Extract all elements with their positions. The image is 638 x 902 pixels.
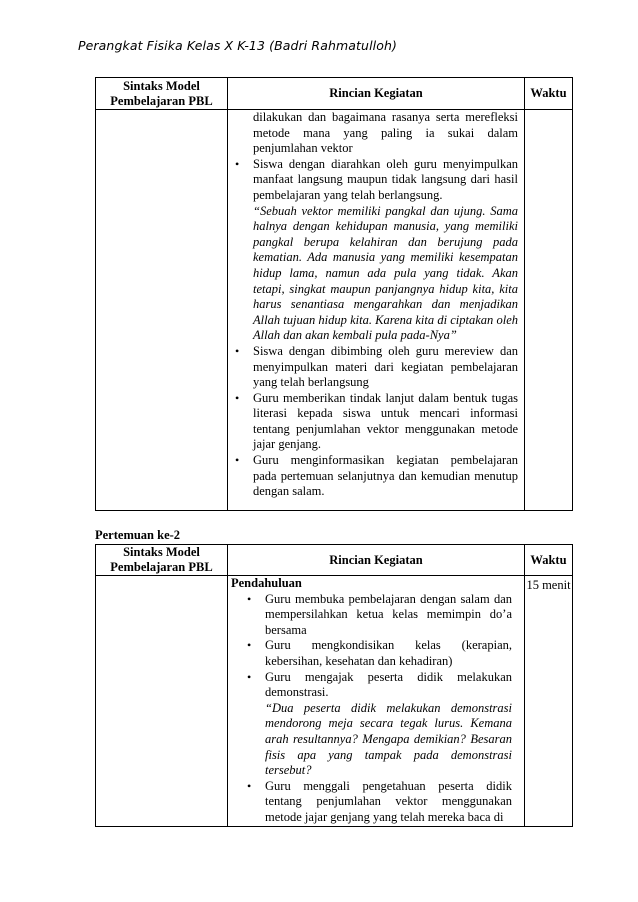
- sintaks-cell: [96, 576, 228, 827]
- activity-bullet: • Guru mengajak peserta didik melakukan demonstrasi.: [228, 670, 524, 701]
- col-header-sintaks: Sintaks Model Pembelajaran PBL: [96, 78, 228, 110]
- activity-bullet: • Guru memberikan tindak lanjut dalam bentuk tugas literasi kepada siswa untuk mencari informasi tentang penjumlahan vektor menggunakan metode jajar genjang.: [228, 391, 524, 453]
- activity-table-2: [95, 544, 573, 827]
- sintaks-cell: [96, 110, 228, 511]
- col-header-waktu: Waktu: [525, 78, 573, 110]
- col-header-rincian: Rincian Kegiatan: [228, 78, 525, 110]
- rincian-cell: [228, 110, 525, 511]
- activity-bullet: • Guru menginformasikan kegiatan pembelajaran pada pertemuan selanjutnya dan kemudian menutup dengan salam.: [228, 453, 524, 500]
- waktu-value: 15 menit: [525, 576, 573, 827]
- section-title: Pendahuluan: [231, 576, 302, 590]
- waktu-cell: [525, 110, 573, 511]
- reflection-quote: “Sebuah vektor memiliki pangkal dan ujung. Sama halnya dengan kehidupan manusia, yang memiliki pangkal berupa kelahiran dan berujung pada kematian. Ada manusia yang memiliki kesempatan hidup lama, namun ada pula yang tidak. Akan tetapi, singkat maupun panjangnya hidup kita, kita harus senantiasa mengarahkan dan menjadikan Allah tujuan hidup kita. Karena kita di ciptakan oleh Allah dan akan kembali pula pada-Nya”: [253, 203, 518, 343]
- section-heading: Pertemuan ke-2: [95, 528, 181, 542]
- activity-bullet: • Siswa dengan dibimbing oleh guru mereview dan menyimpulkan materi dari kegiatan pembelajaran yang telah berlangsung: [228, 344, 524, 391]
- activity-text: dilakukan dan bagaimana rasanya serta merefleksi metode mana yang paling ia sukai dalam penjumlahan vektor: [253, 110, 518, 156]
- col-header-rincian: Rincian Kegiatan: [228, 545, 525, 576]
- demo-question: “Dua peserta didik melakukan demonstrasi mendorong meja secara tegak lurus. Kemana arah resultannya? Mengapa demikian? Besaran fisis apa yang tampak pada demonstrasi tersebut?: [265, 700, 512, 778]
- activity-bullet: • Siswa dengan diarahkan oleh guru menyimpulkan manfaat langsung maupun tidak langsung dari hasil pembelajaran yang telah berlangsung.: [228, 157, 524, 204]
- rincian-cell: [228, 576, 525, 827]
- col-header-sintaks: Sintaks Model Pembelajaran PBL: [96, 545, 228, 576]
- activity-bullet: • Guru membuka pembelajaran dengan salam dan mempersilahkan ketua kelas memimpin do’a bersama: [228, 592, 524, 639]
- col-header-waktu: Waktu: [525, 545, 573, 576]
- document-header: Perangkat Fisika Kelas X K-13 (Badri Rahmatulloh): [78, 38, 397, 53]
- activity-bullet: • Guru menggali pengetahuan peserta didik tentang penjumlahan vektor menggunakan metode jajar genjang yang telah mereka baca di: [228, 779, 524, 826]
- activity-bullet: • Guru mengkondisikan kelas (kerapian, kebersihan, kesehatan dan kehadiran): [228, 638, 524, 669]
- activity-table-1: [95, 77, 573, 511]
